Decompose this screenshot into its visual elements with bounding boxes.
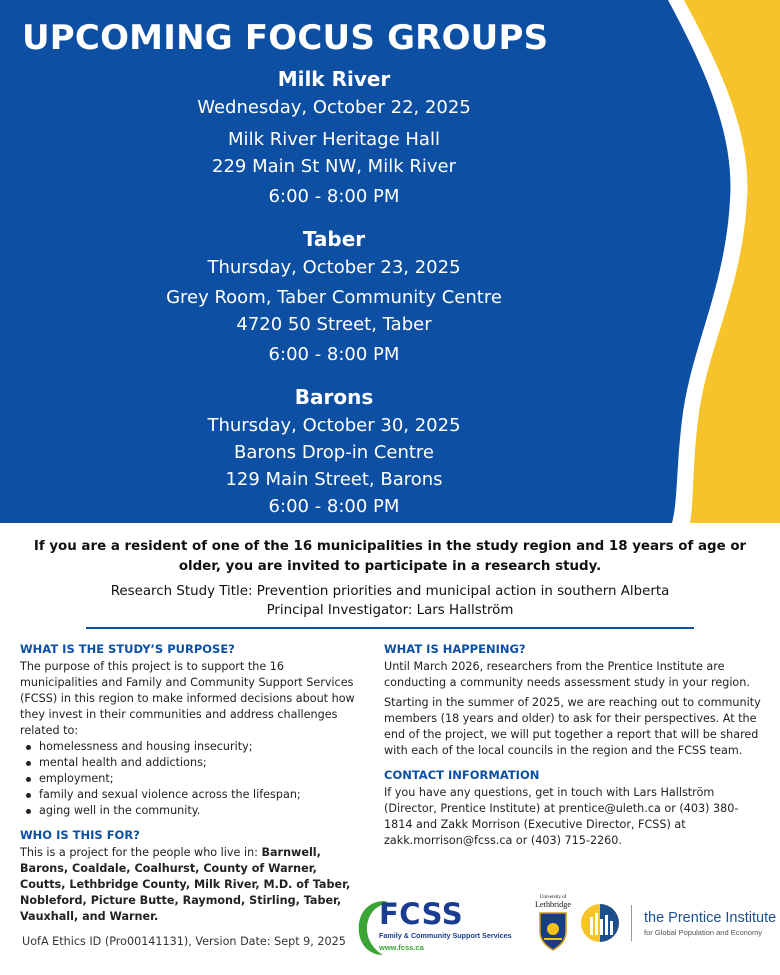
event-taber [0, 224, 668, 368]
list-item: mental health and addictions; [20, 755, 360, 771]
who-intro: This is a project for the people who live in: [20, 846, 262, 859]
right-column [384, 641, 764, 857]
event-name: Milk River [277, 67, 391, 91]
event-name: Barons [294, 385, 374, 409]
contact-section [384, 767, 764, 849]
fcss-subtitle: Family & Community Support Services [379, 931, 512, 940]
event-date: Wednesday, October 22, 2025 [197, 97, 471, 118]
event-name: Taber [302, 227, 366, 251]
event-date: Thursday, October 23, 2025 [207, 257, 461, 278]
uleth-crest-icon [538, 911, 568, 951]
list-item: family and sexual violence across the lifespan; [20, 787, 360, 803]
happening-paragraph-2: Starting in the summer of 2025, we are reaching out to community members (18 years and older) to ask for their perspectives. At the end of the project, we will put together a report that will be shared with each of the local councils in the region and the FCSS team. [384, 696, 761, 757]
contact-heading: CONTACT INFORMATION [384, 768, 540, 782]
challenge-list [20, 739, 360, 819]
event-date: Thursday, October 30, 2025 [207, 415, 461, 436]
event-milk-river [0, 64, 668, 210]
happening-section [384, 641, 764, 759]
study-title: Research Study Title: Prevention priorities and municipal action in southern Alberta [110, 584, 670, 599]
event-venue: Milk River Heritage Hall [228, 129, 440, 150]
list-item: homelessness and housing insecurity; [20, 739, 360, 755]
left-column [20, 641, 360, 933]
prentice-name: the Prentice Institute [644, 910, 777, 926]
happening-heading: WHAT IS HAPPENING? [384, 642, 526, 656]
fcss-url: www.fcss.ca [379, 943, 424, 952]
principal-investigator: Principal Investigator: Lars Hallström [266, 603, 514, 618]
logo-separator [631, 905, 632, 941]
purpose-heading: WHAT IS THE STUDY’S PURPOSE? [20, 642, 235, 656]
event-time: 6:00 - 8:00 PM [268, 496, 400, 517]
ethics-id: UofA Ethics ID (Pro00141131), Version Date: Sept 9, 2025 [22, 935, 346, 948]
prentice-subtitle: for Global Population and Economy [644, 928, 762, 937]
event-address: 229 Main St NW, Milk River [212, 156, 456, 177]
uleth-name: Lethbridge [535, 900, 571, 909]
event-address: 4720 50 Street, Taber [236, 314, 432, 335]
purpose-section [20, 641, 360, 819]
event-venue: Barons Drop-in Centre [233, 442, 435, 463]
study-info [20, 582, 760, 620]
section-divider [86, 627, 694, 629]
uleth-logo [530, 895, 576, 955]
who-places: Barnwell, Barons, Coaldale, Coalhurst, County of Warner, Coutts, Lethbridge County, Milk River, M.D. of Taber, Nobleford, Picture Butte, Raymond, Stirling, Taber, Vauxhall, and Warner. [20, 846, 351, 923]
purpose-text: The purpose of this project is to support the 16 municipalities and Family and Community Support Services (FCSS) in this region to make informed decisions about how they invest in their communities and address challenges related to: [20, 660, 355, 737]
contact-text: If you have any questions, get in touch with Lars Hallström (Director, Prentice Institute) at prentice@uleth.ca or (403) 380-1814 and Zakk Morrison (Executive Director, FCSS) at zakk.morrison@fcss.ca or (403) 715-2260. [384, 786, 739, 847]
happening-paragraph-1: Until March 2026, researchers from the Prentice Institute are conducting a community needs assessment study in your region. [384, 660, 750, 689]
event-address: 129 Main Street, Barons [225, 469, 443, 490]
event-list [0, 64, 668, 523]
uleth-small-text: University of [539, 895, 567, 900]
fcss-wordmark: FCSS [379, 897, 464, 931]
event-venue: Grey Room, Taber Community Centre [166, 287, 502, 308]
list-item: aging well in the community. [20, 803, 360, 819]
page-title: UPCOMING FOCUS GROUPS [22, 18, 549, 58]
event-barons [0, 382, 668, 520]
list-item: employment; [20, 771, 360, 787]
fcss-logo [355, 895, 515, 959]
prentice-institute-icon [580, 903, 620, 943]
event-time: 6:00 - 8:00 PM [268, 344, 400, 365]
invitation-text: If you are a resident of one of the 16 municipalities in the study region and 18 years of age or older, you are invited to participate in a research study. [33, 539, 747, 574]
who-heading: WHO IS THIS FOR? [20, 828, 140, 842]
who-section [20, 827, 360, 925]
who-text [20, 845, 360, 925]
event-time: 6:00 - 8:00 PM [268, 186, 400, 207]
